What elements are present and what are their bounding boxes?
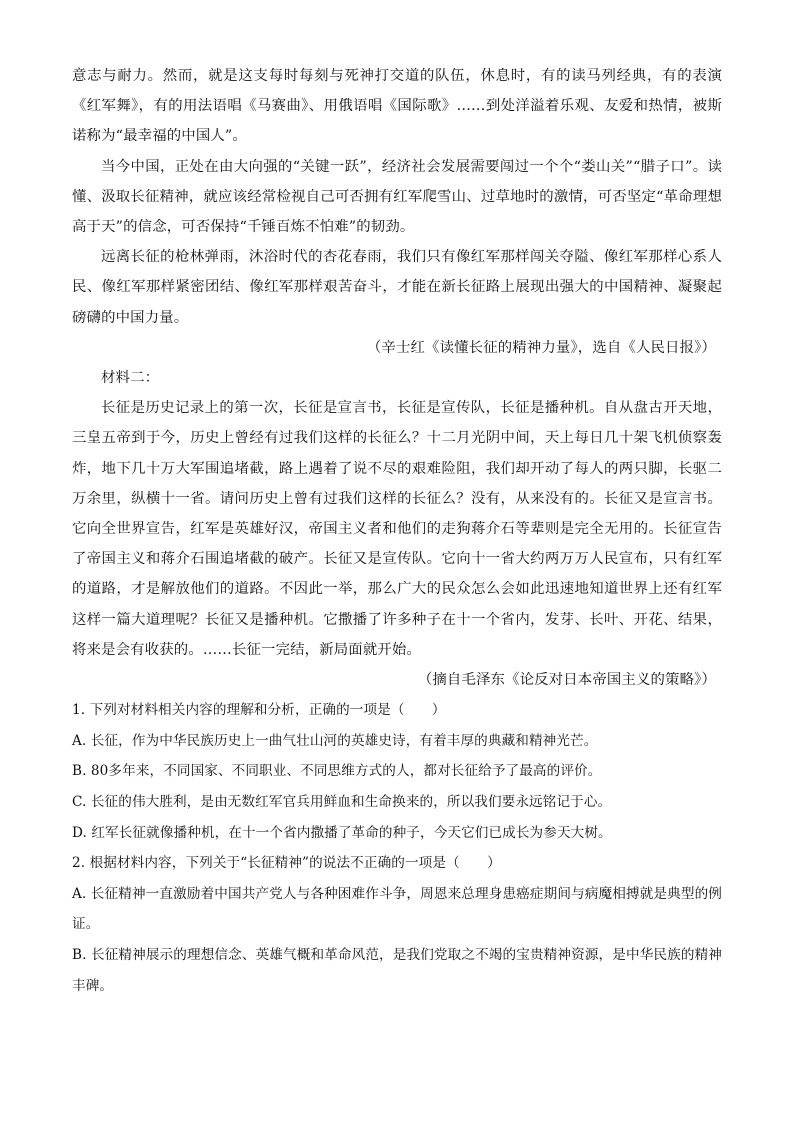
option-d: D. 红军长征就像播种机，在十一个省内撒播了革命的种子，今天它们已成长为参天大树。 xyxy=(72,824,612,841)
body-paragraph: 长征是历史记录上的第一次，长征是宣言书，长征是宣传队，长征是播种机。自从盘古开天地，三皇五帝到于今，历史上曾经有过我们这样的长征么？十二月光阴中间，天上每日几十架飞机侦察轰炸，地下几十万大军围追堵截，路上遇着了说不尽的艰难险阻，我们却开动了每人的两只脚，长驱二万余里，纵横十一省。请问历史上曾有过我们这样的长征么？没有，从来没有的。长征又是宣言书。它向全世界宣告，红军是英雄好汉，帝国主义者和他们的走狗蒋介石等辈则是完全无用的。长征宣告了帝国主义和蒋介石围追堵截的破产。长征又是宣传队。它向十一省大约两万万人民宣布，只有红军的道路，才是解放他们的道路。不因此一举，那么广大的民众怎么会如此迅速地知道世界上还有红军这样一篇大道理呢？长征又是播种机。它撒播了许多种子在十一个省内，发芽、长叶、开花、结果，将来是会有收获的。……长征一完结，新局面就开始。 xyxy=(72,400,722,658)
body-paragraph: 远离长征的枪林弹雨，沐浴时代的杏花春雨，我们只有像红军那样闯关夺隘、像红军那样心系人民、像红军那样紧密团结、像红军那样艰苦奋斗，才能在新长征路上展现出强大的中国精神、凝聚起磅礴的中国力量。 xyxy=(72,249,722,326)
document-page xyxy=(72,61,722,1001)
question-stem: 1. 下列对材料相关内容的理解和分析，正确的一项是（ ） xyxy=(72,702,446,719)
body-paragraph: 当今中国，正处在由大向强的“关键一跃”，经济社会发展需要闯过一个个“娄山关”“腊子口”。读懂、汲取长征精神，就应该经常检视自己可否拥有红军爬雪山、过草地时的激情，可否坚定“革命理想高于天”的信念，可否保持“千锤百炼不怕难”的韧劲。 xyxy=(72,158,722,236)
question-stem: 2. 根据材料内容，下列关于“长征精神”的说法不正确的一项是（ ） xyxy=(72,855,501,872)
option-b: B. 长征精神展示的理想信念、英雄气概和革命风范，是我们党取之不竭的宝贵精神资源，是中华民族的精神丰碑。 xyxy=(72,947,722,994)
body-paragraph: 意志与耐力。然而，就是这支每时每刻与死神打交道的队伍，休息时，有的读马列经典，有的表演《红军舞》，有的用法语唱《马赛曲》、用俄语唱《国际歌》……到处洋溢着乐观、友爱和热情，被斯诺称为“最幸福的中国人”。 xyxy=(72,68,722,145)
source-citation: （摘自毛泽东《论反对日本帝国主义的策略》） xyxy=(417,672,716,689)
option-b: B. 80多年来，不同国家、不同职业、不同思维方式的人，都对长征给予了最高的评价。 xyxy=(72,763,602,780)
option-a: A. 长征，作为中华民族历史上一曲气壮山河的英雄史诗，有着丰厚的典藏和精神光芒。 xyxy=(72,732,598,749)
material-label: 材料二： xyxy=(101,370,160,387)
option-a: A. 长征精神一直激励着中国共产党人与各种困难作斗争，周恩来总理身患癌症期间与病魔相搏就是典型的例证。 xyxy=(72,885,722,933)
source-citation: （辛士红《读懂长征的精神力量》，选自《人民日报》） xyxy=(366,339,716,356)
option-c: C. 长征的伟大胜利，是由无数红军官兵用鲜血和生命换来的，所以我们要永远铭记于心。 xyxy=(72,794,612,811)
